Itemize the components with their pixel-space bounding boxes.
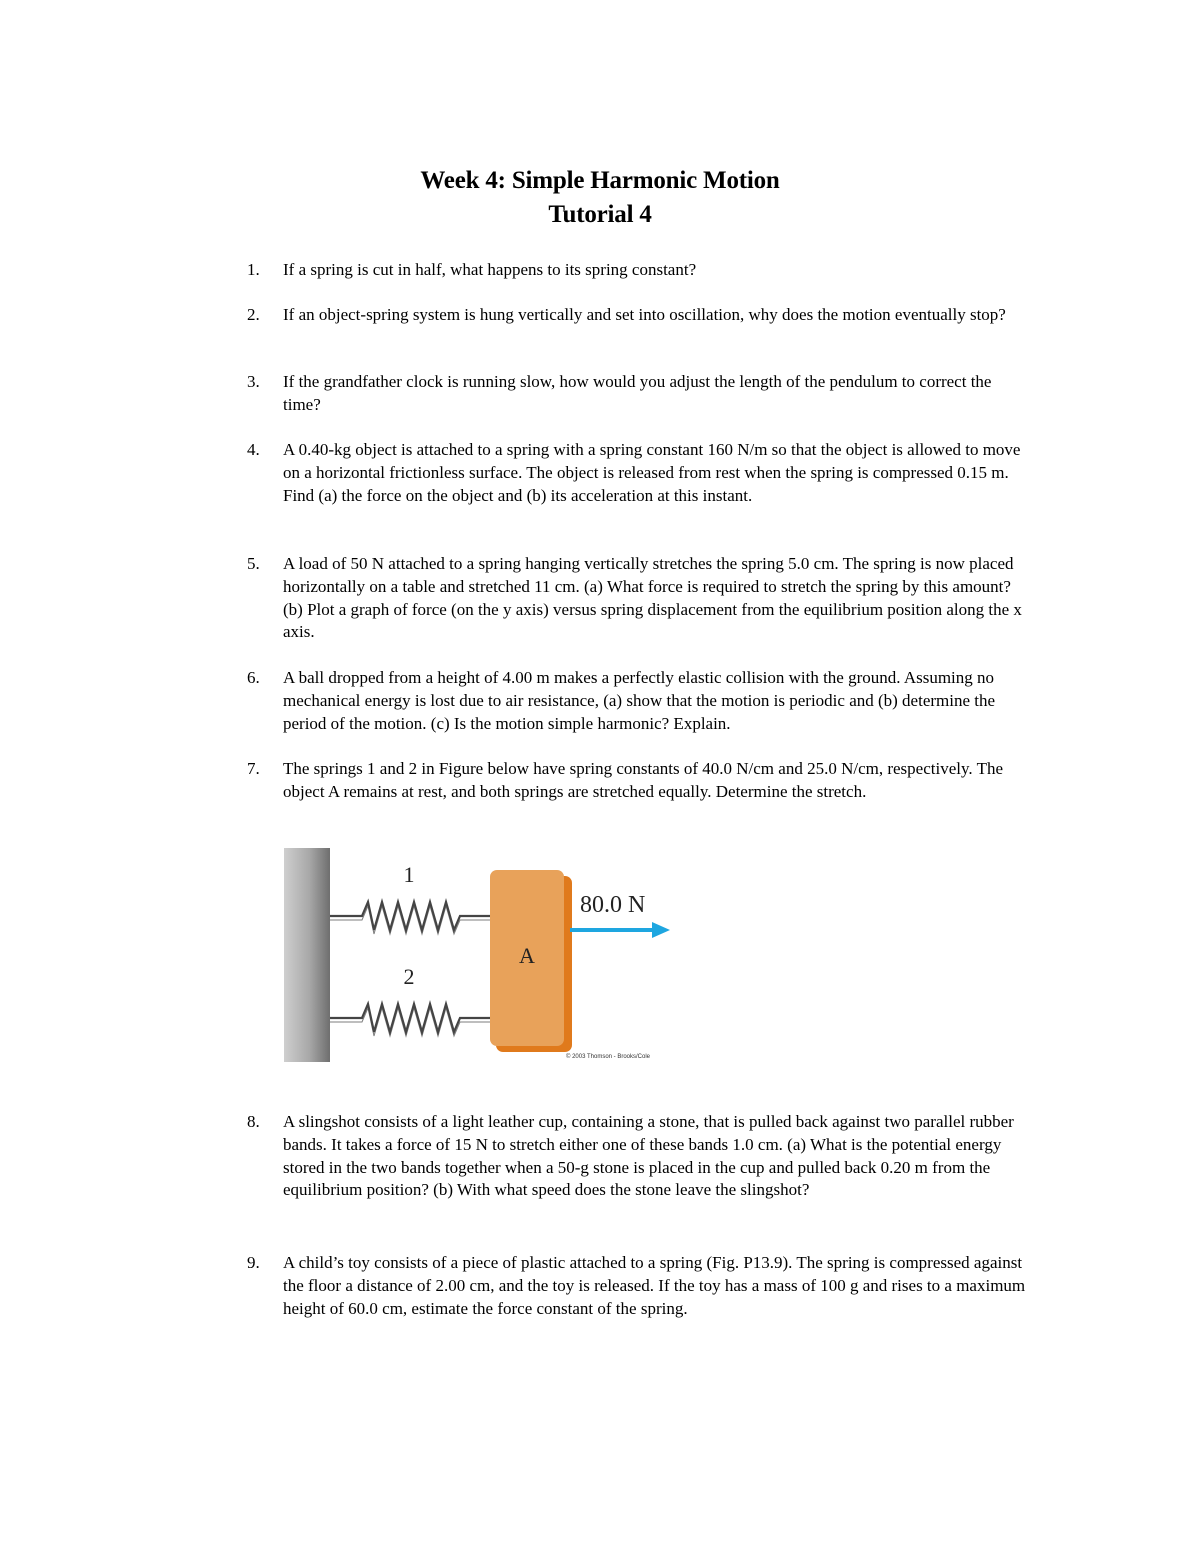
spring-block-figure: [282, 846, 682, 1066]
question-text: The springs 1 and 2 in Figure below have spring constants of 40.0 N/cm and 25.0 N/cm, respectively. The object A remains at rest, and both springs are stretched equally. Determine the stretch.: [283, 759, 1003, 801]
block-label: A: [519, 943, 535, 968]
question-number: 1.: [247, 260, 260, 279]
spring-1-inner: [330, 906, 490, 934]
question-number: 8.: [247, 1112, 260, 1131]
spring-block-diagram: [282, 846, 682, 1066]
question-text: A child’s toy consists of a piece of plastic attached to a spring (Fig. P13.9). The spring is compressed against the floor a distance of 2.00 cm, and the toy is released. If the toy has a mass of 100 g and rises to a maximum height of 60.0 cm, estimate the force constant of the spring.: [283, 1253, 1026, 1318]
question-number: 2.: [247, 305, 260, 324]
question-text: If an object-spring system is hung vertically and set into oscillation, why does the motion eventually stop?: [283, 305, 1006, 324]
question-text: A ball dropped from a height of 4.00 m makes a perfectly elastic collision with the ground. Assuming no mechanical energy is lost due to air resistance, (a) show that the motion is periodic and (b) determine the period of the motion. (c) Is the motion simple harmonic? Explain.: [283, 668, 996, 733]
question-number: 6.: [247, 668, 260, 687]
question-number: 7.: [247, 759, 260, 778]
question-text: If the grandfather clock is running slow, how would you adjust the length of the pendulum to correct the time?: [283, 372, 992, 414]
page-subtitle: Tutorial 4: [548, 201, 652, 228]
spring-1-label: 1: [403, 862, 415, 887]
question-text: A load of 50 N attached to a spring hanging vertically stretches the spring 5.0 cm. The spring is now placed horizontally on a table and stretched 11 cm. (a) What force is required to stretch the spring by this amount? (b) Plot a graph of force (on the y axis) versus spring displacement from the equilibrium position along the x axis.: [283, 554, 1022, 642]
question-text: A 0.40-kg object is attached to a spring with a spring constant 160 N/m so that the object is allowed to move on a horizontal frictionless surface. The object is released from rest when the spring is compressed 0.15 m. Find (a) the force on the object and (b) its acceleration at this instant.: [283, 440, 1021, 505]
wall: [284, 848, 330, 1062]
spring-1: [330, 902, 490, 930]
force-arrow-head: [652, 922, 670, 938]
spring-2-inner: [330, 1008, 490, 1036]
question-number: 5.: [247, 554, 260, 573]
force-label: 80.0 N: [580, 892, 646, 918]
figure-credit: © 2003 Thomson - Brooks/Cole: [566, 1054, 651, 1060]
spring-2-label: 2: [403, 964, 415, 989]
page-title: Week 4: Simple Harmonic Motion: [420, 167, 780, 194]
question-number: 9.: [247, 1253, 260, 1272]
question-number: 4.: [247, 440, 260, 459]
spring-2: [330, 1004, 490, 1032]
question-text: If a spring is cut in half, what happens to its spring constant?: [283, 260, 697, 279]
title-block: [0, 164, 1200, 232]
question-number: 3.: [247, 372, 260, 391]
question-text: A slingshot consists of a light leather cup, containing a stone, that is pulled back against two parallel rubber bands. It takes a force of 15 N to stretch either one of these bands 1.0 cm. (a) What is the potential energy stored in the two bands together when a 50-g stone is placed in the cup and pulled back 0.20 m from the equilibrium position? (b) With what speed does the stone leave the slingshot?: [283, 1112, 1014, 1200]
